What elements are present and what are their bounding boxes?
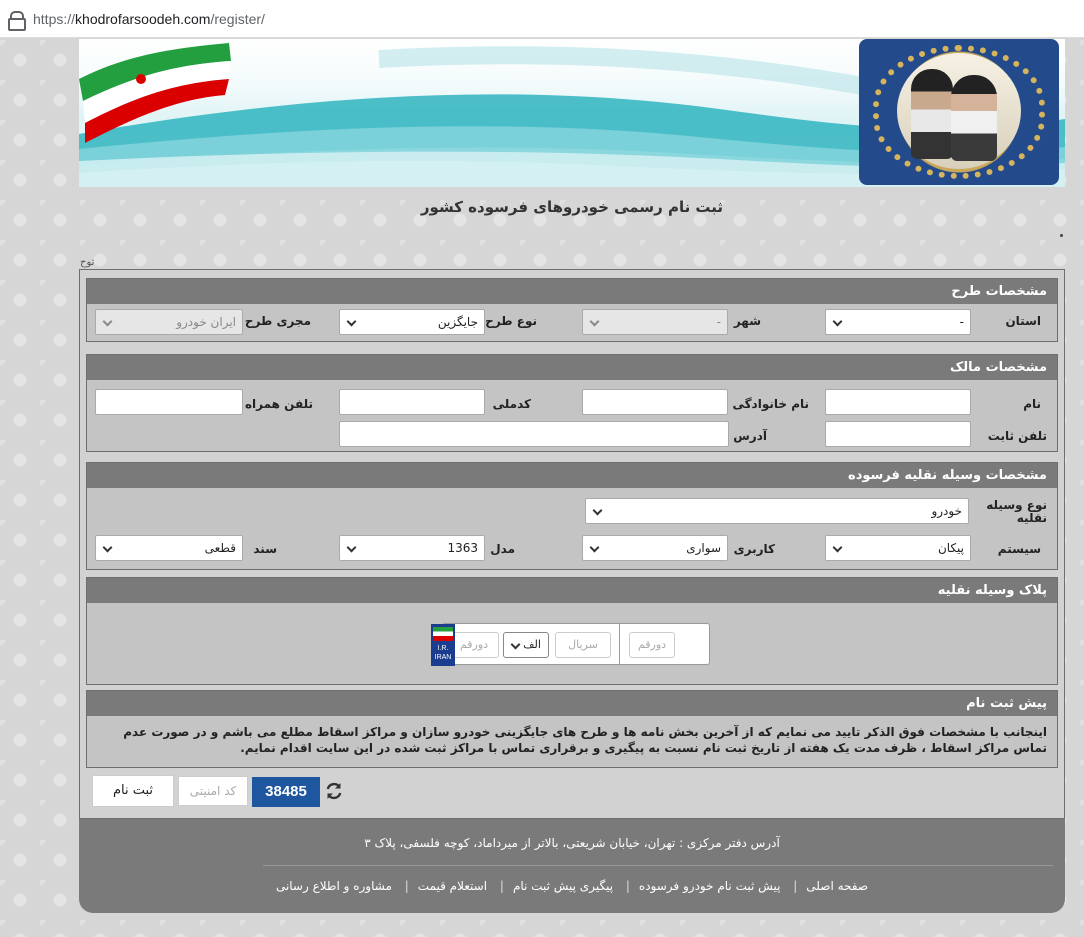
plan-type-label: نوع طرح bbox=[485, 314, 537, 328]
lock-icon bbox=[8, 11, 22, 27]
section-notice-title: پیش ثبت نام bbox=[87, 691, 1057, 716]
register-button[interactable]: ثبت نام bbox=[92, 775, 174, 807]
section-owner-title: مشخصات مالک bbox=[87, 355, 1057, 380]
mobile-label: تلفن همراه bbox=[244, 397, 313, 411]
stray-dot bbox=[1060, 234, 1063, 237]
executor-label: مجری طرح bbox=[244, 314, 311, 328]
notice-text: اینجانب با مشخصات فوق الذکر تایید می نمایم که از آخرین بخش نامه ها و طرح های جایگزینی خودرو سازان و مراکز اسقاط مطلع می باشم و در صورت عدم تماس مراکز اسقاط ، ظرف مدت یک هفته از تاریخ ثبت نام نسبت به پیگیری و برقراری تماس با مراکز ثبت شده در این سایت اقدام نمایم. bbox=[123, 725, 1047, 755]
family-input[interactable] bbox=[582, 389, 728, 415]
province-label: استان bbox=[1005, 314, 1041, 328]
model-select[interactable]: 1363 bbox=[339, 535, 485, 561]
url-text[interactable]: https://khodrofarsoodeh.com/register/ bbox=[33, 10, 265, 27]
national-code-input[interactable] bbox=[339, 389, 485, 415]
family-label: نام خانوادگی bbox=[732, 397, 809, 411]
vehicle-type-label: نوع وسیله نقلیه bbox=[986, 498, 1047, 525]
name-label: نام bbox=[1023, 397, 1041, 411]
address-input[interactable] bbox=[339, 421, 729, 447]
executor-select[interactable]: ایران خودرو bbox=[95, 309, 243, 335]
captcha-code: 38485 bbox=[252, 777, 320, 807]
footer-link-tracking[interactable]: پیگیری پیش ثبت نام bbox=[512, 879, 614, 893]
plan-type-select[interactable]: جایگزین bbox=[339, 309, 485, 335]
national-code-label: کدملی bbox=[492, 397, 531, 411]
phone-label: تلفن ثابت bbox=[987, 429, 1047, 443]
section-notice bbox=[86, 690, 1058, 768]
browser-address-bar[interactable] bbox=[0, 0, 1084, 38]
footer-nav: صفحه اصلی| پیش ثبت نام خودرو فرسوده| پیگیری پیش ثبت نام| استعلام قیمت| مشاوره و اطلاع رسانی bbox=[79, 879, 1065, 893]
section-vehicle-title: مشخصات وسیله نقلیه فرسوده bbox=[87, 463, 1057, 488]
vehicle-type-select[interactable]: خودرو bbox=[585, 498, 969, 524]
name-input[interactable] bbox=[825, 389, 971, 415]
section-vehicle bbox=[86, 462, 1058, 570]
plate-input-group bbox=[434, 623, 710, 665]
leaders-portrait-image bbox=[859, 39, 1059, 185]
refresh-icon[interactable] bbox=[324, 781, 344, 801]
plate-iran-flag-icon: I.R. IRAN bbox=[431, 624, 455, 666]
footer-link-home[interactable]: صفحه اصلی bbox=[806, 879, 869, 893]
mobile-input[interactable] bbox=[95, 389, 243, 415]
iran-flag-graphic bbox=[79, 39, 239, 149]
stray-label: توح bbox=[80, 257, 95, 268]
footer-link-price-inquiry[interactable]: استعلام قیمت bbox=[417, 879, 488, 893]
site-footer bbox=[79, 819, 1065, 913]
footer-link-pre-register[interactable]: پیش ثبت نام خودرو فرسوده bbox=[638, 879, 781, 893]
model-label: مدل bbox=[490, 542, 515, 556]
city-label: شهر bbox=[733, 314, 761, 328]
usage-select[interactable]: سواری bbox=[582, 535, 728, 561]
phone-input[interactable] bbox=[825, 421, 971, 447]
site-banner bbox=[79, 39, 1065, 187]
plate-two-digit-left-input[interactable]: دورقم bbox=[449, 632, 499, 658]
system-label: سیستم bbox=[997, 542, 1041, 556]
document-select[interactable]: قطعی bbox=[95, 535, 243, 561]
section-plate-title: پلاک وسیله نقلیه bbox=[87, 578, 1057, 603]
section-plan bbox=[86, 278, 1058, 342]
page-title: ثبت نام رسمی خودروهای فرسوده کشور bbox=[420, 198, 724, 216]
register-form-container bbox=[79, 269, 1065, 819]
captcha-input[interactable]: کد امنیتی bbox=[178, 776, 248, 806]
document-label: سند bbox=[253, 542, 277, 556]
address-label: آدرس bbox=[733, 429, 767, 443]
city-select[interactable]: - bbox=[582, 309, 728, 335]
system-select[interactable]: پیکان bbox=[825, 535, 971, 561]
footer-address: آدرس دفتر مرکزی : تهران، خیابان شریعتی، بالاتر از میرداماد، کوچه فلسفی، پلاک ۳ bbox=[364, 836, 780, 850]
plate-serial-input[interactable]: سریال bbox=[555, 632, 611, 658]
section-plate bbox=[86, 577, 1058, 685]
usage-label: کاربری bbox=[733, 542, 775, 556]
plate-letter-select[interactable]: الف bbox=[503, 632, 549, 658]
section-owner bbox=[86, 354, 1058, 452]
province-select[interactable]: - bbox=[825, 309, 971, 335]
plate-two-digit-right-input[interactable]: دورقم bbox=[629, 632, 675, 658]
section-plan-title: مشخصات طرح bbox=[87, 279, 1057, 304]
footer-link-consulting[interactable]: مشاوره و اطلاع رسانی bbox=[275, 879, 392, 893]
